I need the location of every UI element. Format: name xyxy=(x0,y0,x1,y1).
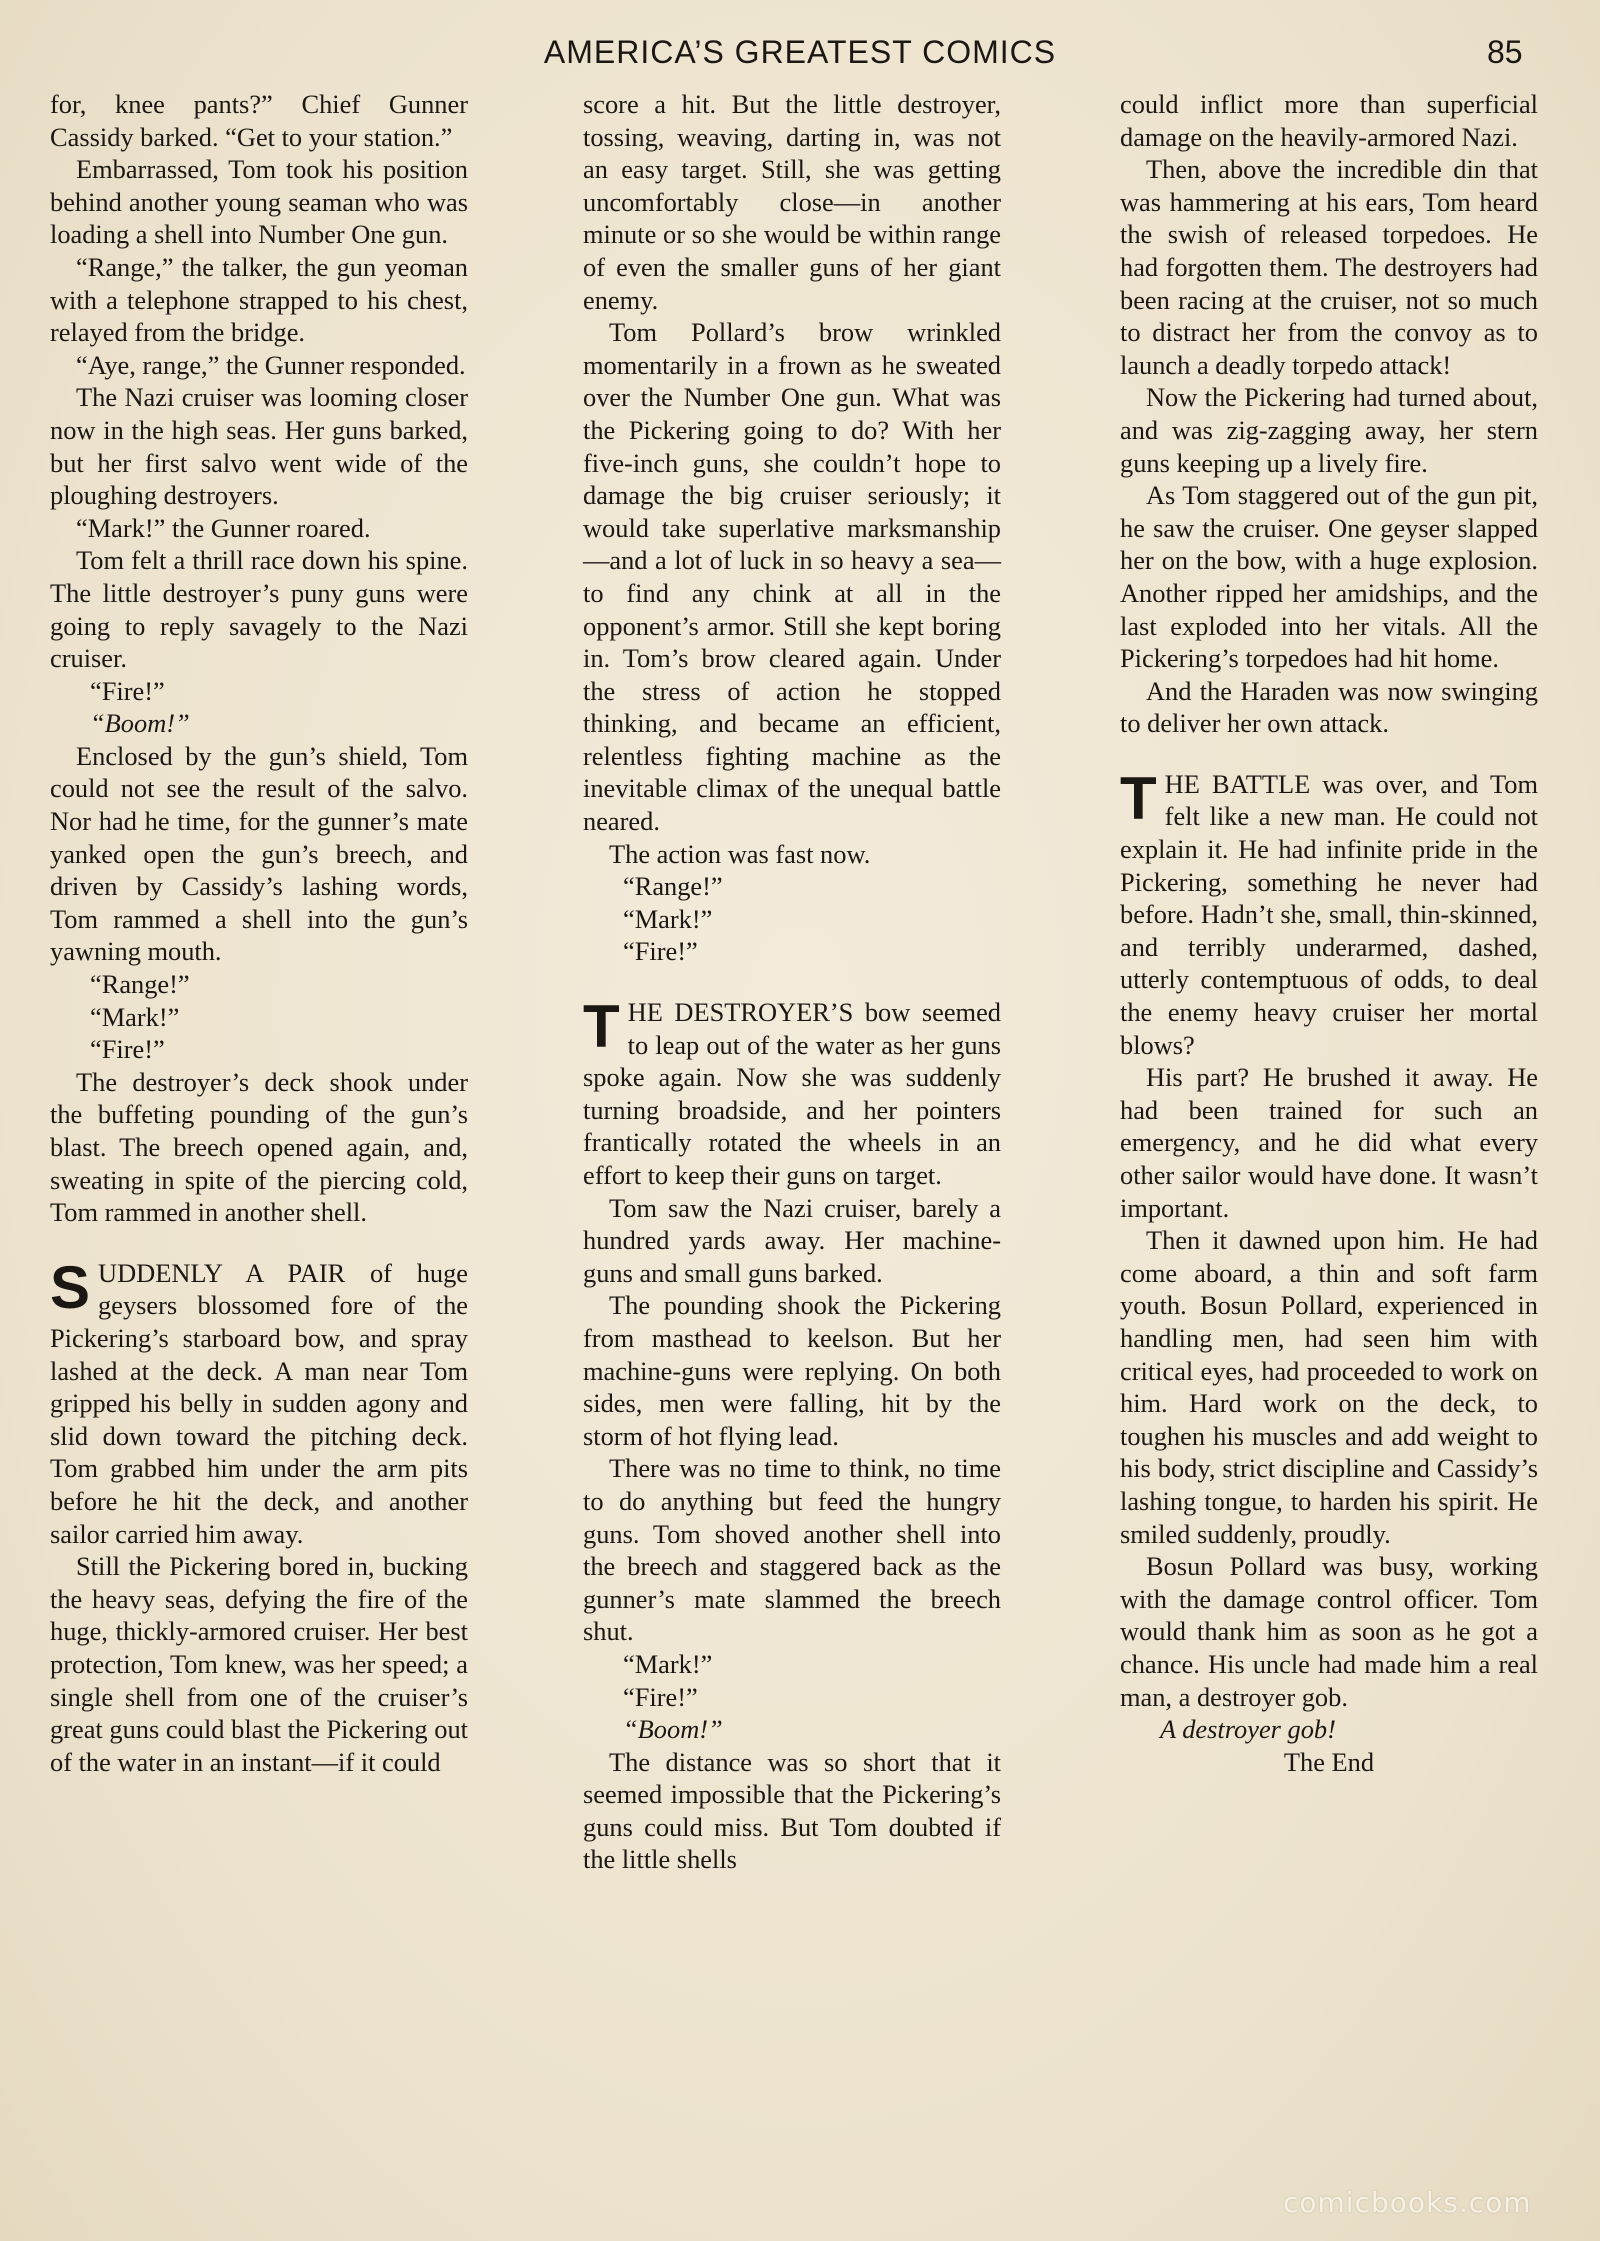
paragraph: Now the Pickering had turned about, and was zig-zagging away, her stern guns keeping up a lively fire. xyxy=(1120,382,1538,478)
paragraph: “Mark!” xyxy=(623,903,713,934)
paragraph: Tom Pollard’s brow wrinkled momentarily in a frown as he sweated over the Number One gun. What was the Pickering going to do? With her five-inch guns, she couldn’t hope to damage the big cruiser seriously; it would take superlative marksmanship—and a lot of luck in so heavy a sea—to find any chink at all in the opponent’s armor. Still she kept boring in. Tom’s brow cleared again. Under the stress of action he stopped thinking, and became an efficient, relentless fighting machine as the inevitable climax of the unequal battle neared. xyxy=(583,317,1001,837)
section-paragraph xyxy=(583,993,1001,1192)
paragraph: “Fire!” xyxy=(623,1681,698,1712)
paragraph: Tom saw the Nazi cruiser, barely a hundred yards away. Her machine-guns and small guns barked. xyxy=(583,1192,1001,1288)
drop-cap: T xyxy=(1120,764,1157,832)
paragraph: Enclosed by the gun’s shield, Tom could not see the result of the salvo. Nor had he time, for the gunner’s mate yanked open the gun’s breech, and driven by Cassidy’s lashing words, Tom rammed a shell into the gun’s yawning mouth. xyxy=(50,740,468,967)
text-column-3 xyxy=(1120,88,1538,1778)
paragraph: Still the Pickering bored in, bucking the heavy seas, defying the fire of the huge, thickly-armored cruiser. Her best protection, Tom knew, was her speed; a single shell from one of the cruiser’s great guns could blast the Pickering out of the water in an instant—if it could xyxy=(50,1551,468,1777)
paragraph: “Fire!” xyxy=(90,1034,165,1065)
paragraph: Embarrassed, Tom took his position behind another young seaman who was loading a shell into Number One gun. xyxy=(50,154,468,250)
paragraph: could inflict more than superficial damage on the heavily-armored Nazi. xyxy=(1120,89,1538,152)
source-watermark: comicbooks.com xyxy=(1283,2186,1532,2219)
paragraph: There was no time to think, no time to do anything but feed the hungry guns. Tom shoved another shell into the breech and staggered back as the gunner’s mate slammed the breech shut. xyxy=(583,1453,1001,1647)
paragraph: The action was fast now. xyxy=(609,838,871,869)
paragraph: “Boom!” xyxy=(623,1714,723,1745)
paragraph-text: HE BATTLE was over, and Tom felt like a new man. He could not explain it. He had infinite pride in the Pickering, something he never had before. Hadn’t she, small, thin-skinned, and terribly underarmed, dashed, utterly contemptuous of odds, to deal the enemy heavy cruiser her mortal blows? xyxy=(1120,768,1538,1060)
paragraph: Tom felt a thrill race down his spine. The little destroyer’s puny guns were going to reply savagely to the Nazi cruiser. xyxy=(50,545,468,674)
running-title: AMERICA’S GREATEST COMICS xyxy=(543,34,1057,70)
paragraph: Then, above the incredible din that was hammering at his ears, Tom heard the swish of released torpedoes. He had forgotten them. The destroyers had been racing at the cruiser, not so much to distract her from the convoy as to launch a deadly torpedo attack! xyxy=(1120,154,1538,380)
paragraph: “Range,” the talker, the gun yeoman with a telephone strapped to his chest, relayed from the bridge. xyxy=(50,251,468,348)
paragraph: “Range!” xyxy=(623,871,723,902)
section-paragraph xyxy=(1120,764,1538,1061)
paragraph: The distance was so short that it seemed impossible that the Pickering’s guns could miss. But Tom doubted if the little shells xyxy=(583,1746,1001,1875)
section-paragraph xyxy=(50,1253,468,1550)
drop-cap: T xyxy=(583,993,620,1061)
paragraph: “Aye, range,” the Gunner responded. xyxy=(76,349,466,380)
paragraph: for, knee pants?” Chief Gunner Cassidy barked. “Get to your station.” xyxy=(50,89,468,152)
paragraph: “Boom!” xyxy=(90,708,190,739)
paragraph-text: HE DESTROYER’S bow seemed to leap out of the water as her guns spoke again. Now she was suddenly turning broadside, and her pointers frantically rotated the wheels in an effort to keep their guns on target. xyxy=(583,997,1001,1190)
the-end-label: The End xyxy=(1283,1746,1375,1777)
paragraph: “Mark!” xyxy=(623,1648,713,1679)
page-number: 85 xyxy=(1487,34,1523,70)
paragraph: The destroyer’s deck shook under the buffeting pounding of the gun’s blast. The breech opened again, and, sweating in spite of the piercing cold, Tom rammed in another shell. xyxy=(50,1066,468,1228)
paragraph: “Fire!” xyxy=(90,675,165,706)
paragraph: “Range!” xyxy=(90,969,190,1000)
text-column-2 xyxy=(583,88,1001,1876)
paragraph: And the Haraden was now swinging to deliver her own attack. xyxy=(1120,675,1538,739)
paragraph: “Fire!” xyxy=(623,936,698,967)
paragraph: The Nazi cruiser was looming closer now in the high seas. Her guns barked, but her first salvo went wide of the ploughing destroyers. xyxy=(50,382,468,511)
paragraph: “Mark!” the Gunner roared. xyxy=(76,512,371,543)
paragraph: The pounding shook the Pickering from masthead to keelson. But her machine-guns were replying. On both sides, men were falling, hit by the storm of hot flying lead. xyxy=(583,1290,1001,1451)
drop-cap: S xyxy=(50,1253,91,1321)
paragraph: “Mark!” xyxy=(90,1001,180,1032)
text-column-1 xyxy=(50,88,468,1778)
paragraph: A destroyer gob! xyxy=(1160,1714,1336,1745)
paragraph: Then it dawned upon him. He had come aboard, a thin and soft farm youth. Bosun Pollard, experienced in handling men, had seen him with critical eyes, had proceeded to work on him. Hard work on the deck, to toughen his muscles and add weight to his body, strict discipline and Cassidy’s lashing tongue, to harden his spirit. He smiled suddenly, proudly. xyxy=(1120,1225,1538,1549)
paragraph: His part? He brushed it away. He had been trained for such an emergency, and he did what every other sailor would have done. It wasn’t important. xyxy=(1120,1062,1538,1223)
paragraph-text: UDDENLY A PAIR of huge geysers blossomed fore of the Pickering’s starboard bow, and spray lashed at the deck. A man near Tom gripped his belly in sudden agony and slid down toward the pitching deck. Tom grabbed him under the arm pits before he hit the deck, and another sailor carried him away. xyxy=(50,1257,468,1549)
paragraph: Bosun Pollard was busy, working with the damage control officer. Tom would thank him as soon as he got a chance. His uncle had made him a real man, a destroyer gob. xyxy=(1120,1551,1538,1712)
paragraph: As Tom staggered out of the gun pit, he saw the cruiser. One geyser slapped her on the bow, with a huge explosion. Another ripped her amidships, and the last exploded into her vitals. All the Pickering’s torpedoes had hit home. xyxy=(1120,480,1538,674)
page-header xyxy=(0,34,1600,84)
paragraph: score a hit. But the little destroyer, tossing, weaving, darting in, was not an easy target. Still, she was getting uncomfortably close—in another minute or so she would be within range of even the smaller guns of her giant enemy. xyxy=(583,89,1001,315)
